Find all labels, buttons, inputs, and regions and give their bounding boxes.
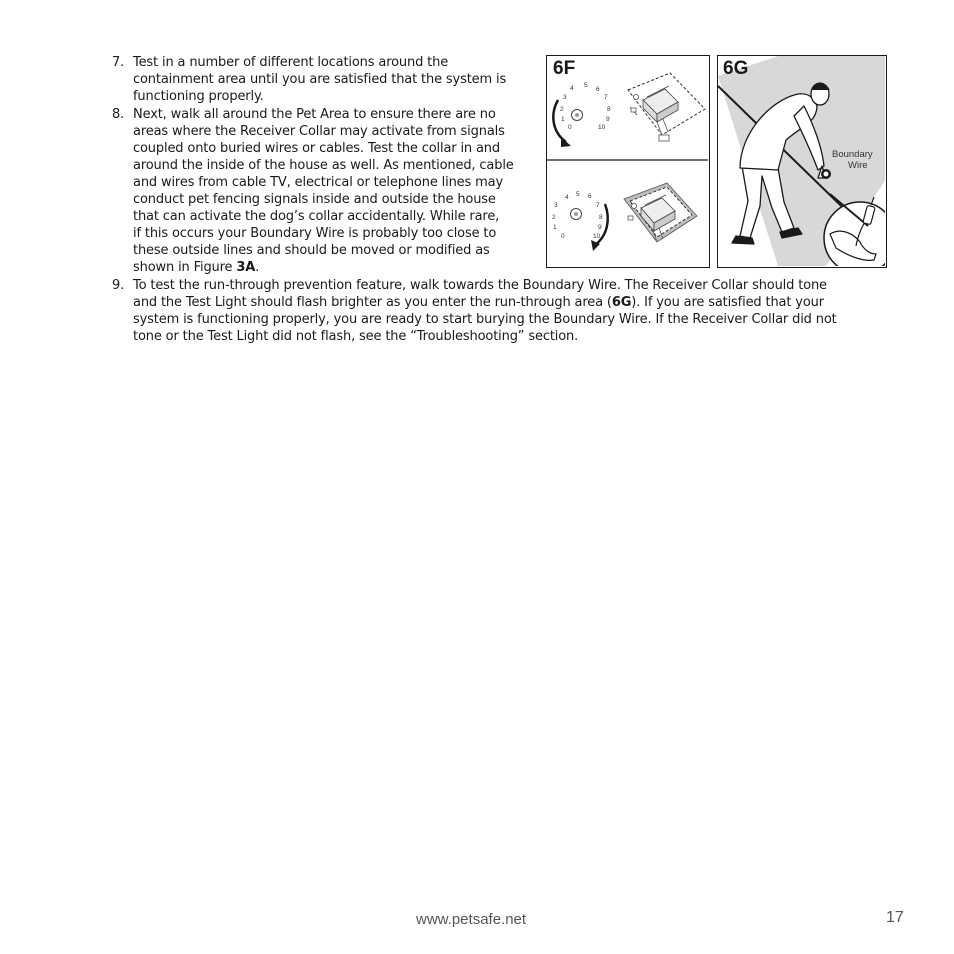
dial-number: 3 [554,202,558,209]
text-line: tone or the Test Light did not flash, see the “Troubleshooting” section. [133,329,579,344]
dial-number: 6 [588,193,592,200]
step-9 [112,277,892,349]
dial-number: 8 [599,214,603,221]
text-line: functioning properly. [133,89,264,104]
dial-number: 2 [552,214,556,221]
text-line: conduct pet fencing signals inside and outside the house [133,192,496,207]
dial-number: 9 [606,116,610,123]
dial-number: 0 [568,124,572,131]
figure-label: 6G [723,58,749,79]
callout-text: Wire [848,160,868,171]
figure-6g-illustration [718,56,885,266]
dial-number: 3 [563,94,567,101]
dial-number: 5 [584,82,588,89]
text-line: system is functioning properly, you are ready to start burying the Boundary Wire. If the Receiver Collar did not [133,312,837,327]
step-text [133,106,514,276]
step-8 [112,106,542,282]
step-text [133,54,506,105]
figure-reference-3a: 3A [236,260,256,275]
text-line: these outside lines and should be moved or modified as [133,243,490,258]
dial-number: 2 [560,106,564,113]
dial-number: 9 [598,224,602,231]
figure-reference-6g: 6G [611,295,632,310]
figure-6g [717,55,887,268]
text-line: containment area until you are satisfied that the system is [133,72,507,87]
text-line: To test the run-through prevention feature, walk towards the Boundary Wire. The Receiver Collar should tone [133,278,827,293]
dial-number: 1 [561,116,565,123]
text-line: that can activate the dog’s collar accidentally. While rare, [133,209,500,224]
text-line: around the inside of the house as well. As mentioned, cable [133,158,514,173]
figure-label: 6F [553,58,576,79]
step-7 [112,54,532,108]
text-line: if this occurs your Boundary Wire is probably too close to [133,226,497,241]
step-text [133,277,837,345]
text-line: and wires from cable TV, electrical or telephone lines may [133,175,503,190]
dial-number: 7 [604,94,608,101]
dial-number: 4 [570,85,574,92]
dial-number: 10 [598,124,606,131]
step-number: 8. [112,107,125,122]
figure-6f [546,55,710,268]
text-line: coupled onto buried wires or cables. Test the collar in and [133,141,501,156]
collar-test-light [824,172,829,177]
yard-upper [628,73,705,141]
dial-number: 8 [607,106,611,113]
dial-number: 10 [593,233,601,240]
callout-text: Boundary [832,149,873,160]
text-segment: shown in Figure [133,260,237,275]
dial-lower [552,191,608,251]
text-segment: . [255,260,260,275]
dial-number: 4 [565,194,569,201]
dial-number: 6 [596,86,600,93]
text-line [133,294,837,311]
step-number: 7. [112,55,125,70]
text-line [133,259,514,276]
footer-url: www.petsafe.net [416,911,527,928]
arrow-head [561,137,571,147]
text-line: areas where the Receiver Collar may activate from signals [133,124,505,139]
dial-number: 7 [596,202,600,209]
dial-number: 1 [553,224,557,231]
dial-number: 5 [576,191,580,198]
text-segment: ). If you are satisfied that your [631,295,824,310]
text-line: Next, walk all around the Pet Area to ensure there are no [133,107,496,122]
step-number: 9. [112,278,125,293]
figure-6f-illustration [547,56,708,266]
dial-number: 0 [561,233,565,240]
text-segment: and the Test Light should flash brighter as you enter the run-through area ( [133,295,612,310]
dial-upper [553,82,611,147]
yard-lower [624,183,697,242]
text-line: Test in a number of different locations around the [133,55,449,70]
page-number: 17 [886,909,904,926]
